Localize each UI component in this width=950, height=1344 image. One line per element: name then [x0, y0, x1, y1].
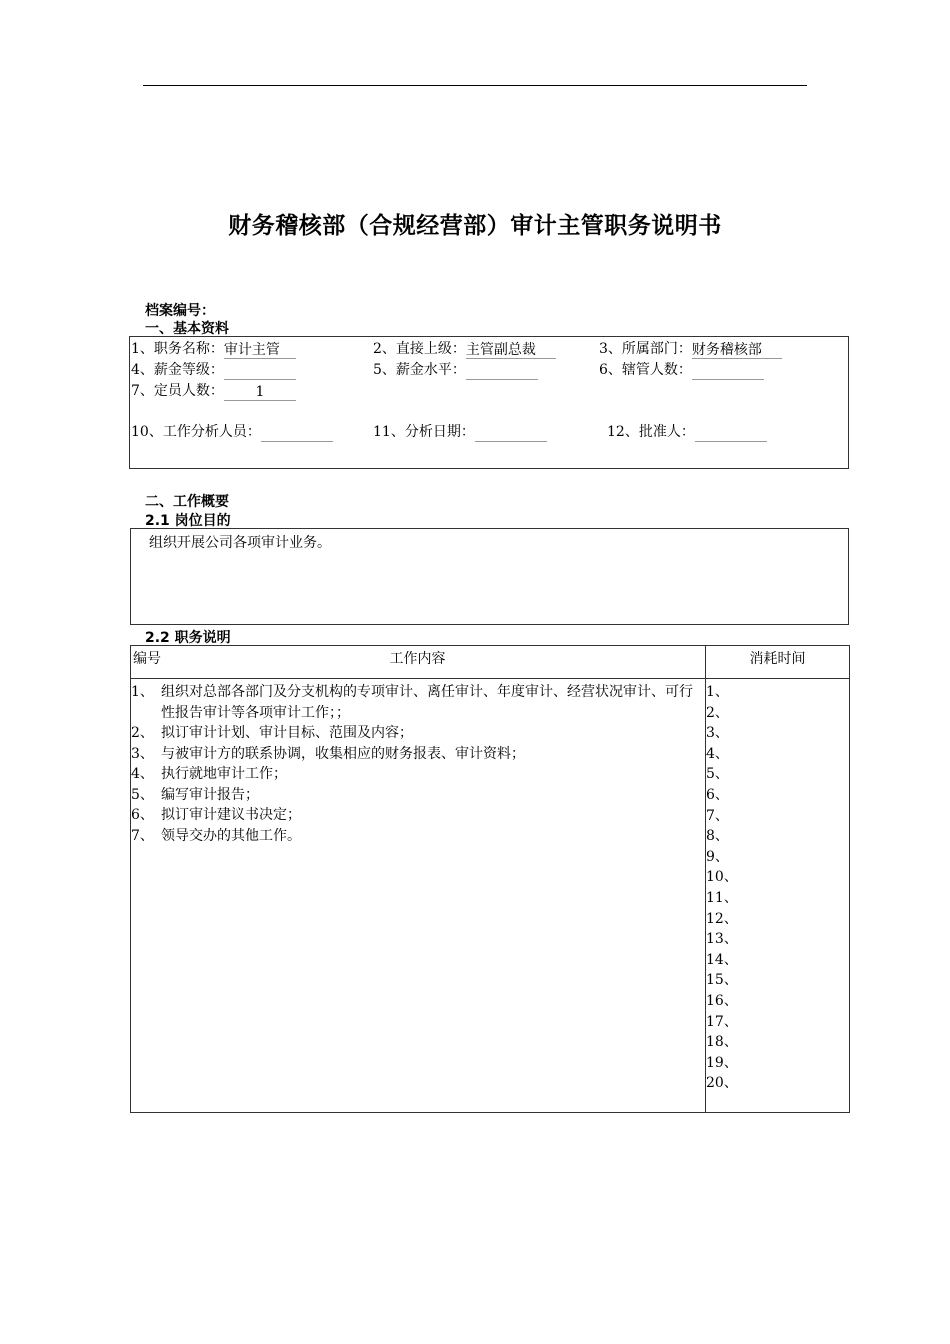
- analysis-date-label: 11、分析日期：: [373, 424, 475, 440]
- duties-list: [131, 682, 706, 846]
- time-item: 9、: [706, 848, 729, 865]
- analyst-label: 10、工作分析人员：: [131, 424, 261, 440]
- subordinates-input[interactable]: [692, 361, 764, 380]
- time-item: 5、: [706, 766, 729, 783]
- time-item: 19、: [706, 1054, 738, 1071]
- job-name-value[interactable]: 审计主管: [224, 340, 296, 359]
- superior-field: [373, 339, 556, 359]
- subordinates-label: 6、辖管人数：: [599, 362, 692, 378]
- list-item: 6、 拟订审计建议书决定；: [131, 807, 301, 823]
- time-item: 1、: [706, 684, 729, 700]
- subordinates-field: [599, 360, 764, 380]
- time-item: 10、: [706, 869, 738, 886]
- section1-heading: 一、基本资料: [145, 321, 229, 337]
- time-item: 13、: [706, 931, 738, 948]
- salary-level-field: [373, 360, 538, 380]
- list-item: 1、 组织对总部各部门及分支机构的专项审计、离任审计、年度审计、经营状况审计、可行性报告审计等各项审计工作；；: [131, 684, 693, 721]
- time-item: 2、: [706, 704, 729, 721]
- time-item: 11、: [706, 889, 738, 906]
- time-item: 12、: [706, 910, 738, 927]
- time-list: [706, 682, 846, 1094]
- approver-label: 12、批准人：: [607, 424, 695, 440]
- purpose-heading: 2.1 岗位目的: [145, 513, 231, 529]
- list-item: 5、 编写审计报告；: [131, 786, 259, 803]
- list-item: 2、 拟订审计计划、审计目标、范围及内容；: [131, 725, 413, 741]
- time-item: 7、: [706, 807, 729, 824]
- time-item: 3、: [706, 725, 729, 742]
- approver-input[interactable]: [695, 423, 767, 442]
- purpose-text: 组织开展公司各项审计业务。: [149, 535, 331, 551]
- document-title: 财务稽核部（合规经营部）审计主管职务说明书: [228, 213, 722, 239]
- file-number-label: 档案编号：: [145, 303, 215, 319]
- headcount-value[interactable]: 1: [224, 382, 296, 401]
- salary-level-label: 5、薪金水平：: [373, 362, 466, 378]
- duties-table-header-divider: [130, 678, 850, 679]
- headcount-field: [131, 381, 296, 401]
- analysis-date-field: [373, 422, 547, 442]
- col-header-number: 编号: [133, 651, 161, 667]
- salary-level-input[interactable]: [466, 361, 538, 380]
- time-item: 18、: [706, 1034, 738, 1051]
- section2-heading: 二、工作概要: [145, 494, 229, 510]
- salary-grade-input[interactable]: [224, 361, 296, 380]
- time-item: 20、: [706, 1075, 738, 1092]
- list-item: 7、 领导交办的其他工作。: [131, 827, 301, 844]
- analyst-field: [131, 422, 333, 442]
- list-item: 3、 与被审计方的联系协调，收集相应的财务报表、审计资料；: [131, 745, 525, 762]
- approver-field: [607, 422, 767, 442]
- time-item: 4、: [706, 745, 729, 762]
- time-item: 6、: [706, 786, 729, 803]
- time-item: 8、: [706, 828, 729, 845]
- superior-label: 2、直接上级：: [373, 341, 466, 357]
- list-item: 4、 执行就地审计工作；: [131, 766, 287, 782]
- headcount-label: 7、定员人数：: [131, 383, 224, 399]
- col-header-time: 消耗时间: [749, 651, 806, 667]
- dept-value[interactable]: 财务稽核部: [692, 340, 782, 359]
- col-header-content: 工作内容: [389, 651, 446, 667]
- job-name-label: 1、职务名称：: [131, 341, 224, 357]
- time-item: 16、: [706, 992, 738, 1009]
- duties-heading: 2.2 职务说明: [145, 630, 231, 646]
- dept-field: [599, 339, 782, 359]
- time-item: 14、: [706, 951, 738, 968]
- dept-label: 3、所属部门：: [599, 341, 692, 357]
- analyst-input[interactable]: [261, 423, 333, 442]
- salary-grade-field: [131, 360, 296, 380]
- time-item: 17、: [706, 1013, 738, 1030]
- time-item: 15、: [706, 972, 738, 989]
- job-name-field: [131, 339, 296, 359]
- salary-grade-label: 4、薪金等级：: [131, 362, 224, 378]
- analysis-date-input[interactable]: [475, 423, 547, 442]
- superior-value[interactable]: 主管副总裁: [466, 340, 556, 359]
- top-rule: [143, 85, 807, 86]
